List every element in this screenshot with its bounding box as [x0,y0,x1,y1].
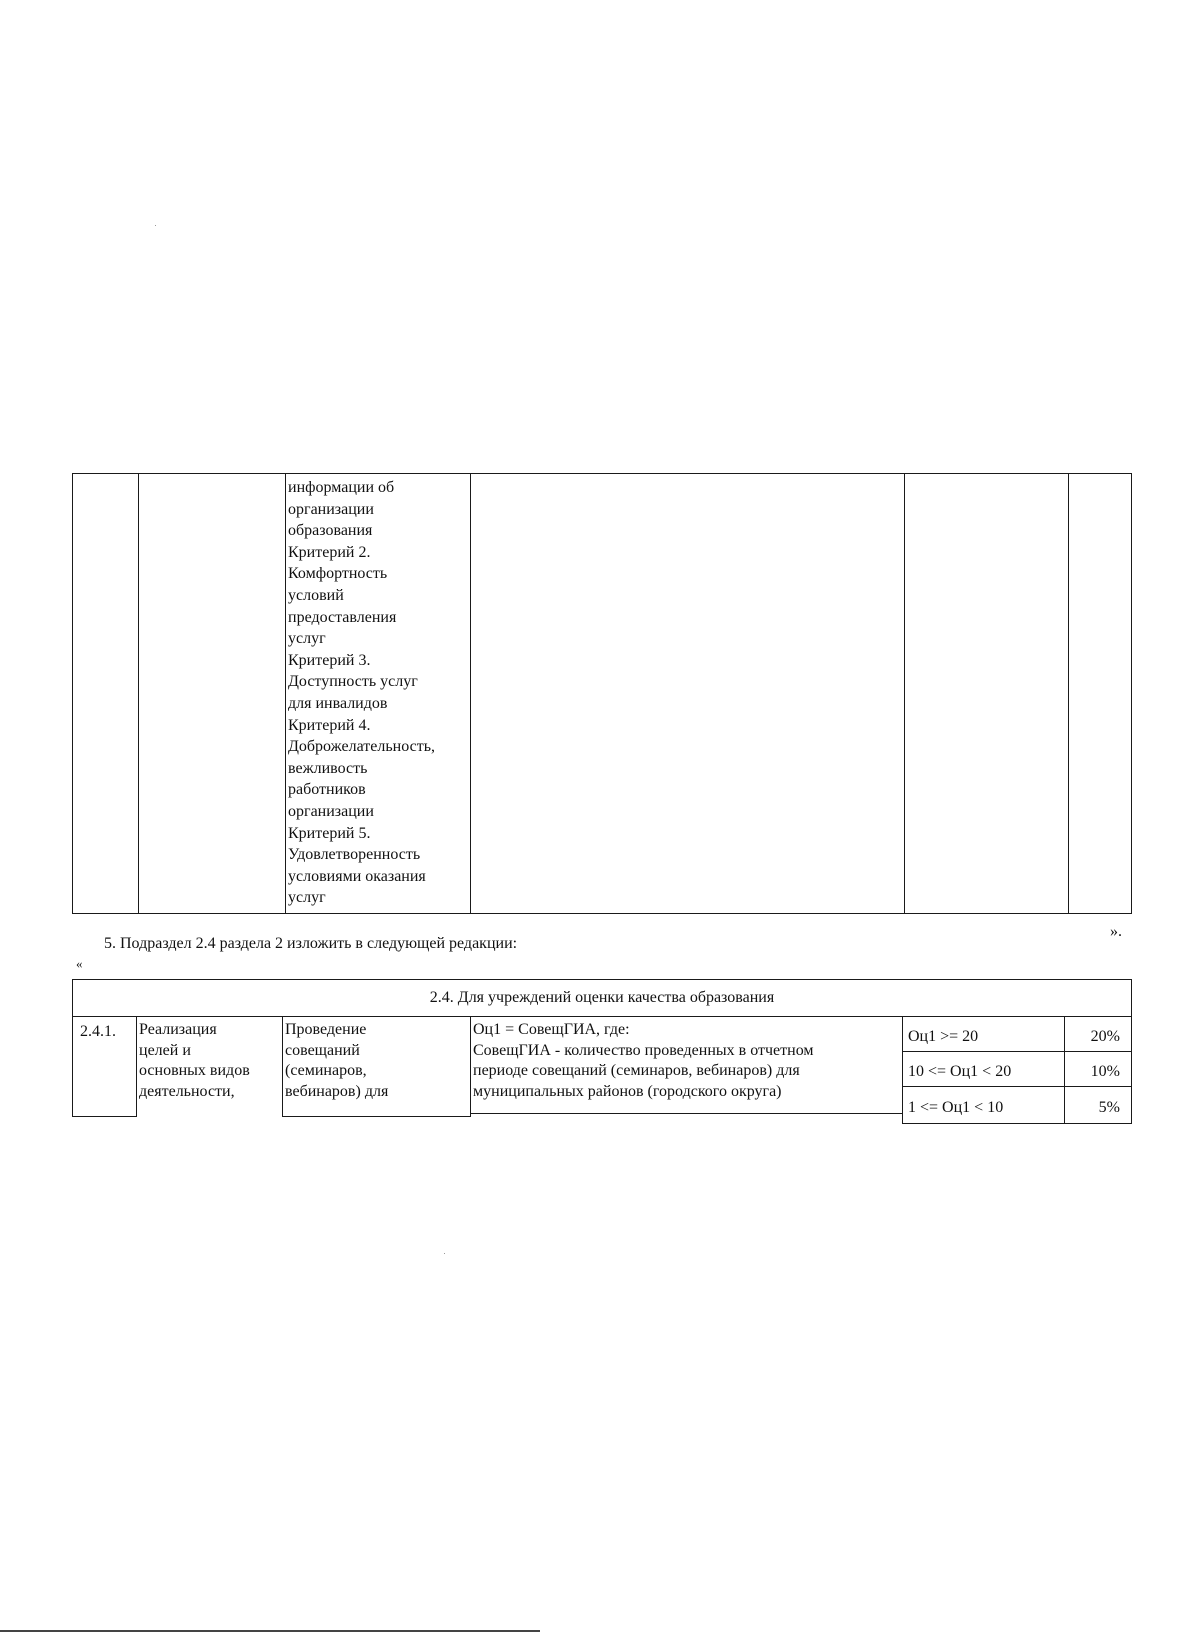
goal-cell [139,1020,250,1102]
criteria-line: услуг [288,630,326,648]
criteria-line: Критерий 4. [288,716,371,734]
criteria-line: услуг [288,889,326,907]
formula-line: муниципальных районов (городского округа) [473,1082,782,1100]
indicator-line: (семинаров, [285,1062,367,1079]
formula-line: периоде совещаний (семинаров, вебинаров) для [473,1062,800,1079]
criteria-line: условиями оказания [288,867,426,885]
criteria-line: организации [288,802,374,820]
formula-line: Оц1 = СовещГИА, где: [473,1021,630,1038]
value-2: 10% [1090,1063,1120,1080]
criteria-line: Доступность услуг [288,673,418,691]
scan-speck [155,225,156,226]
goal-line: основных видов [139,1062,250,1079]
criteria-line: Критерий 5. [288,824,371,842]
goal-line: Реализация [139,1021,217,1038]
criteria-line: Критерий 2. [288,543,371,561]
condition-3: 1 <= Оц1 < 10 [908,1099,1004,1116]
row-number: 2.4.1. [80,1023,116,1040]
value-1: 20% [1090,1028,1120,1045]
section-header: 2.4. Для учреждений оценки качества образования [429,989,775,1006]
scan-speck [444,1253,445,1254]
formula-line: СовещГИА - количество проведенных в отчетном [473,1041,814,1059]
value-3: 5% [1098,1099,1120,1116]
indicator-line: совещаний [285,1041,360,1059]
criteria-line: Удовлетворенность [288,846,421,864]
closing-quote: ». [1110,923,1122,940]
criteria-line: Критерий 3. [288,651,371,669]
criteria-line: вежливость [288,759,368,777]
indicator-line: вебинаров) для [285,1082,389,1100]
scan-edge-line [0,1630,540,1632]
criteria-line: организации [288,500,374,518]
criteria-line: Комфортность [288,565,388,583]
opening-quote: « [76,956,83,971]
condition-2: 10 <= Оц1 < 20 [908,1063,1012,1080]
criteria-line: условий [288,586,344,604]
goal-line: деятельности, [139,1082,235,1100]
criteria-line: Доброжелательность, [288,738,435,756]
indicator-cell [285,1020,388,1102]
criteria-line: работников [288,781,366,799]
criteria-line: образования [288,522,373,540]
instruction-text: 5. Подраздел 2.4 раздела 2 изложить в следующей редакции: [104,935,518,952]
criteria-list [288,477,435,909]
criteria-line: информации об [288,479,395,496]
indicator-line: Проведение [285,1021,367,1038]
criteria-line: для инвалидов [288,694,388,712]
formula-cell [473,1020,814,1102]
goal-line: целей и [139,1041,191,1059]
condition-1: Оц1 >= 20 [908,1028,979,1045]
criteria-line: предоставления [288,608,397,626]
